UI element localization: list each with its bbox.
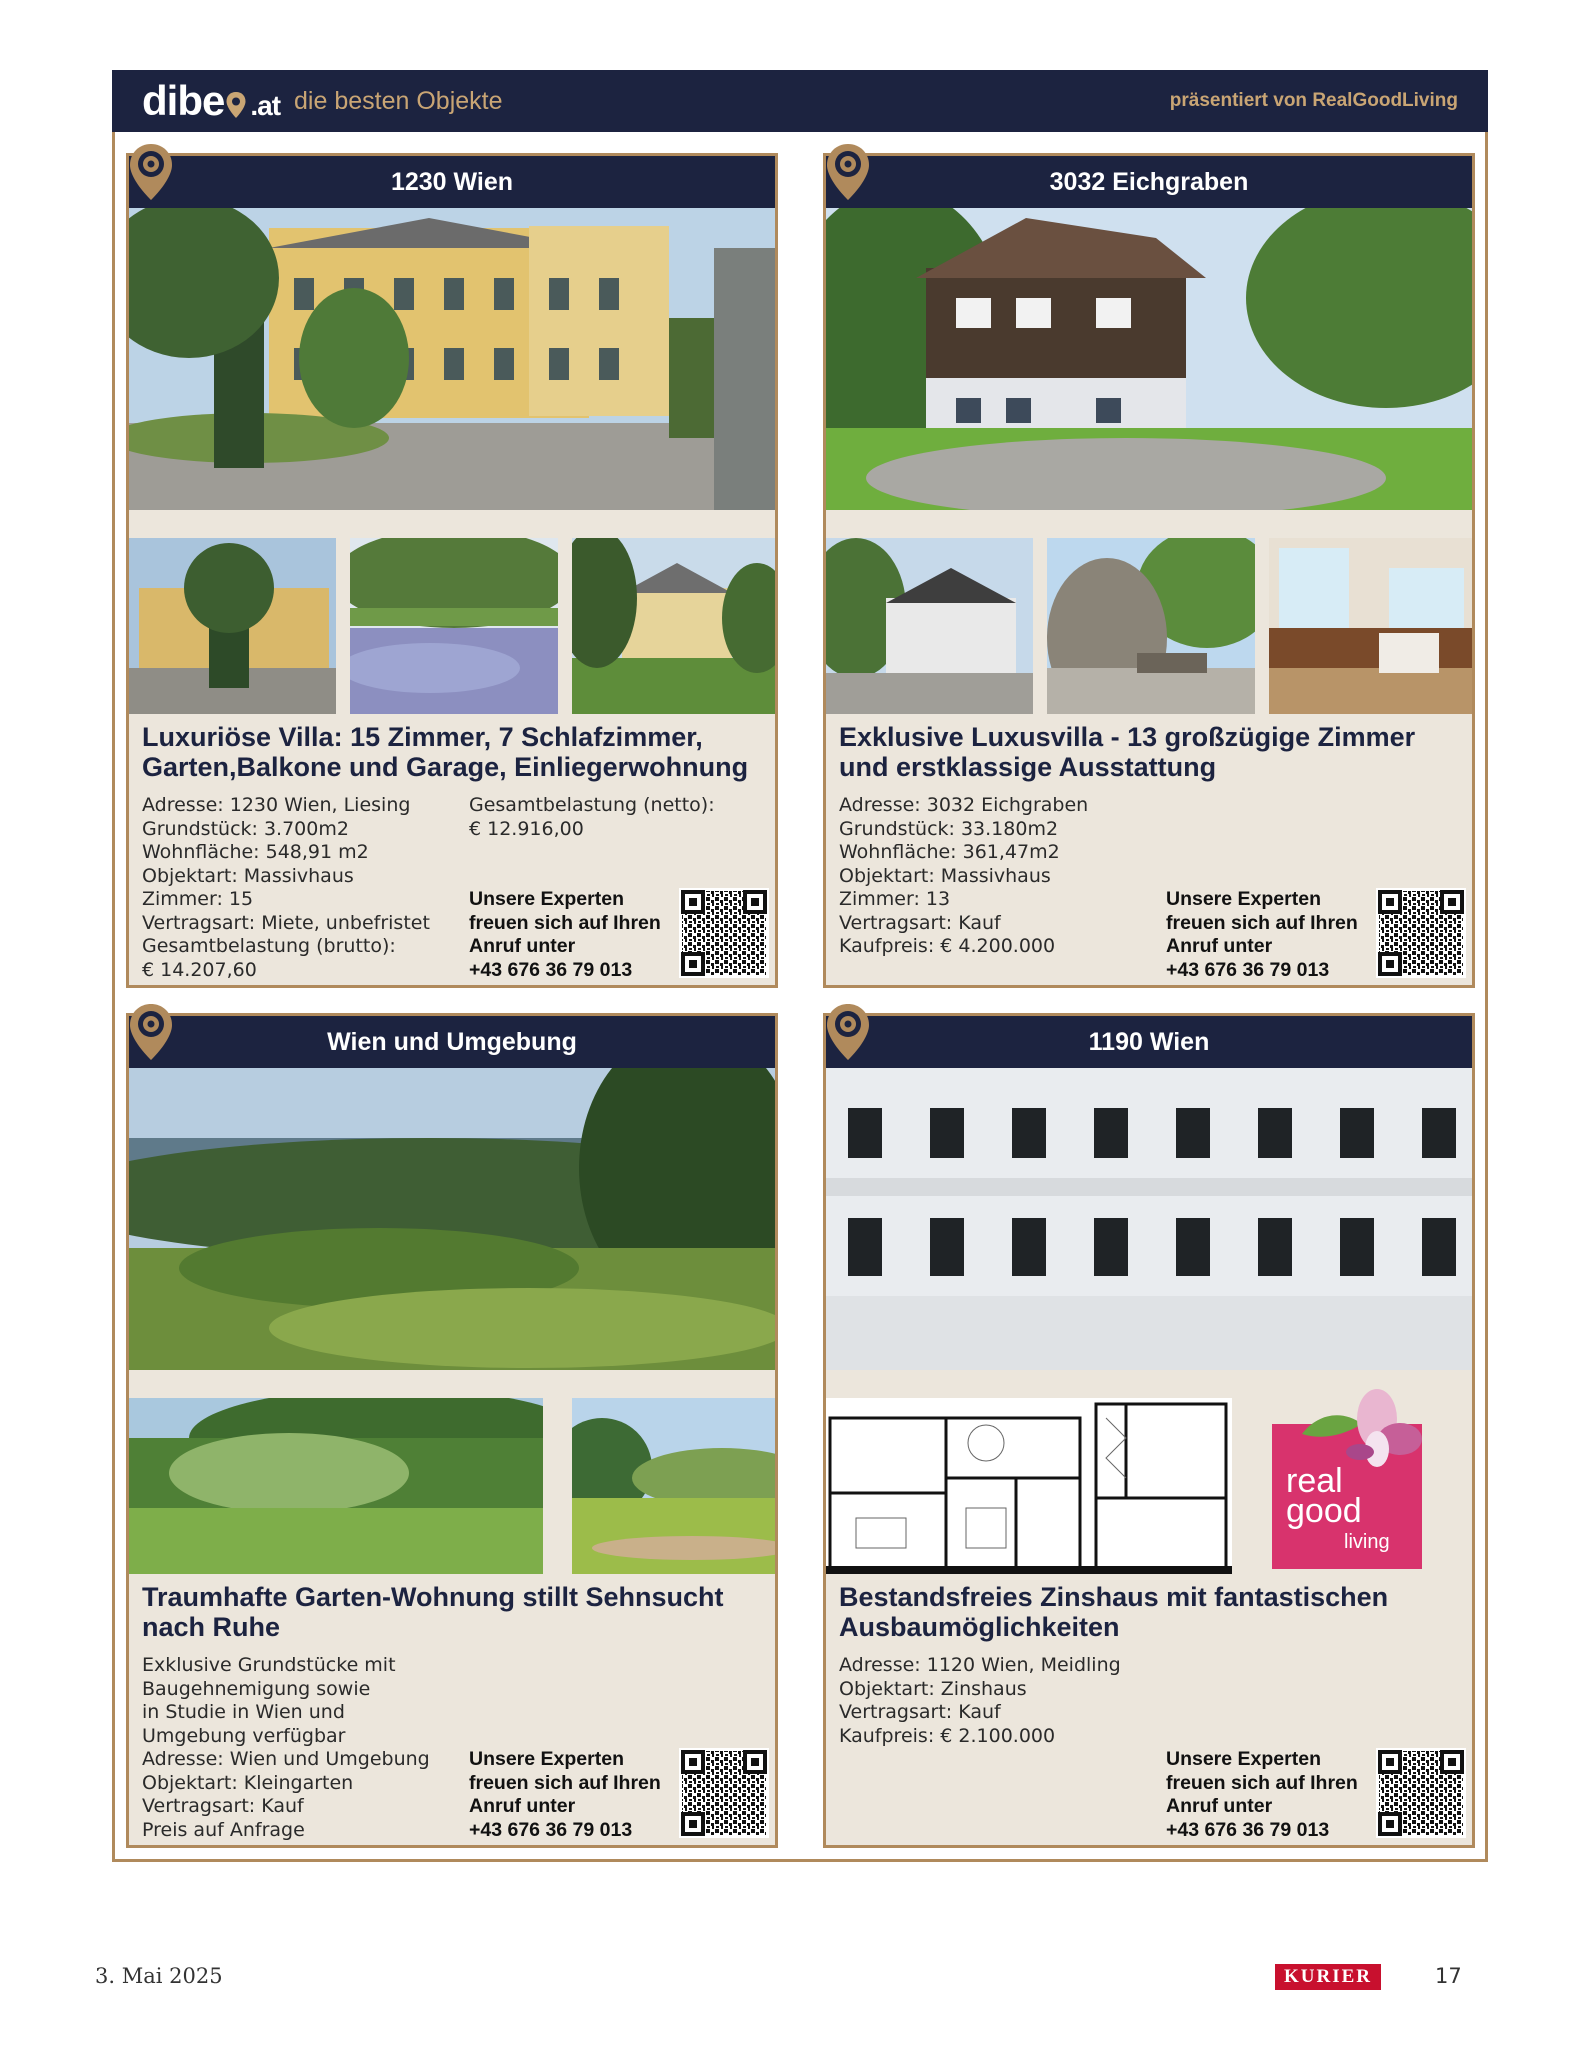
detail-line: Grundstück: 33.180m2 (839, 817, 1059, 840)
detail-line: in Studie in Wien und (142, 1701, 345, 1723)
phone-number[interactable]: +43 676 36 79 013 (469, 958, 633, 981)
listing-details (839, 794, 1088, 959)
detail-line: Gesamtbelastung (brutto): (142, 935, 396, 957)
detail-line: Wohnfläche: 361,47m2 (839, 841, 1060, 863)
contact-block: Unsere Experten freuen sich auf Ihren Anruf unter +43 676 36 79 013 (469, 888, 661, 981)
card-location: 1230 Wien (129, 156, 775, 208)
location-pin-icon (127, 142, 175, 202)
presented-by: präsentiert von RealGoodLiving (1169, 90, 1458, 111)
detail-line: Vertragsart: Kauf (839, 911, 1001, 934)
listing-card-3[interactable] (126, 1013, 778, 1848)
thumb-photo-1[interactable] (129, 1398, 543, 1574)
detail-line: € 14.207,60 (142, 958, 257, 981)
detail-line: Adresse: Wien und Umgebung (142, 1748, 430, 1770)
location-pin-icon (824, 1002, 872, 1062)
listing-title: Exklusive Luxusvilla - 13 großzügige Zimmer und erstklassige Ausstattung (839, 722, 1416, 782)
thumb-photo-2[interactable] (1047, 538, 1255, 714)
detail-line: Preis auf Anfrage (142, 1818, 305, 1841)
realgoodliving-logo[interactable] (1272, 1374, 1440, 1574)
detail-line: Vertragsart: Kauf (839, 1701, 1001, 1723)
qr-code[interactable] (1376, 1748, 1466, 1838)
detail-line: Vertragsart: Miete, unbefristet (142, 911, 430, 934)
listing-details (142, 1654, 430, 1842)
kurier-logo: KURIER (1275, 1964, 1381, 1990)
detail-line: Objektart: Massivhaus (839, 864, 1051, 887)
detail-line: Zimmer: 15 (142, 888, 254, 910)
hero-photo-zinshaus[interactable] (826, 1068, 1472, 1370)
net-cost: Gesamtbelastung (netto): € 12.916,00 (469, 794, 715, 840)
detail-line: Adresse: 1120 Wien, Meidling (839, 1654, 1121, 1676)
listing-details (142, 794, 430, 982)
hero-photo-villa[interactable] (129, 208, 775, 510)
listing-details (839, 1654, 1121, 1748)
thumb-photo-3[interactable] (1269, 538, 1472, 714)
qr-code[interactable] (1376, 888, 1466, 978)
issue-date: 3. Mai 2025 (95, 1964, 223, 1988)
detail-line: Kaufpreis: € 2.100.000 (839, 1724, 1056, 1747)
location-pin-icon (127, 1002, 175, 1062)
thumb-photo-1[interactable] (826, 538, 1033, 714)
detail-line: Adresse: 3032 Eichgraben (839, 794, 1089, 816)
floor-plan-image[interactable] (826, 1398, 1232, 1574)
card-location: 1190 Wien (826, 1016, 1472, 1068)
dibeo-logo[interactable]: dibe .at (142, 77, 281, 124)
logo-word: real (1286, 1462, 1343, 1500)
card-location: Wien und Umgebung (129, 1016, 775, 1068)
detail-line: Vertragsart: Kauf (142, 1795, 304, 1817)
card-location: 3032 Eichgraben (826, 156, 1472, 208)
detail-line: Baugehnemigung sowie (142, 1677, 371, 1700)
detail-line: Wohnfläche: 548,91 m2 (142, 841, 369, 863)
detail-line: Umgebung verfügbar (142, 1724, 346, 1747)
logo-word: living (1344, 1531, 1390, 1553)
thumb-photo-2[interactable] (350, 538, 558, 714)
thumb-photo-2[interactable] (572, 1398, 775, 1574)
listing-card-2[interactable] (823, 153, 1475, 988)
listing-card-1[interactable] (126, 153, 778, 988)
phone-number[interactable]: +43 676 36 79 013 (1166, 958, 1330, 981)
listing-title: Bestandsfreies Zinshaus mit fantastischen Ausbaumöglichkeiten (839, 1582, 1389, 1642)
location-pin-icon (824, 142, 872, 202)
thumb-photo-3[interactable] (572, 538, 775, 714)
header-bar (112, 70, 1488, 132)
detail-line: Grundstück: 3.700m2 (142, 817, 349, 840)
phone-number[interactable]: +43 676 36 79 013 (469, 1818, 633, 1841)
thumb-photo-1[interactable] (129, 538, 336, 714)
page-number: 17 (1435, 1964, 1462, 1988)
contact-block: Unsere Experten freuen sich auf Ihren Anruf unter +43 676 36 79 013 (1166, 1748, 1358, 1841)
hero-photo-luxusvilla[interactable] (826, 208, 1472, 510)
detail-line: Objektart: Kleingarten (142, 1771, 354, 1794)
detail-line: Kaufpreis: € 4.200.000 (839, 935, 1056, 957)
contact-block: Unsere Experten freuen sich auf Ihren Anruf unter +43 676 36 79 013 (469, 1748, 661, 1841)
tagline: die besten Objekte (294, 86, 503, 115)
contact-block: Unsere Experten freuen sich auf Ihren Anruf unter +43 676 36 79 013 (1166, 888, 1358, 981)
listing-title: Traumhafte Garten-Wohnung stillt Sehnsucht nach Ruhe (142, 1582, 724, 1642)
phone-number[interactable]: +43 676 36 79 013 (1166, 1818, 1330, 1841)
detail-line: Exklusive Grundstücke mit (142, 1654, 396, 1676)
detail-line: Objektart: Massivhaus (142, 864, 354, 887)
logo-word: good (1286, 1492, 1362, 1530)
qr-code[interactable] (679, 888, 769, 978)
detail-line: Objektart: Zinshaus (839, 1677, 1027, 1700)
detail-line: Adresse: 1230 Wien, Liesing (142, 794, 411, 816)
detail-line: Zimmer: 13 (839, 888, 951, 910)
listing-title: Luxuriöse Villa: 15 Zimmer, 7 Schlafzimmer, Garten,Balkone und Garage, Einliegerwohnung (142, 722, 749, 782)
qr-code[interactable] (679, 1748, 769, 1838)
logo-pin-icon (225, 91, 247, 119)
hero-photo-landscape[interactable] (129, 1068, 775, 1370)
listing-card-4[interactable] (823, 1013, 1475, 1848)
